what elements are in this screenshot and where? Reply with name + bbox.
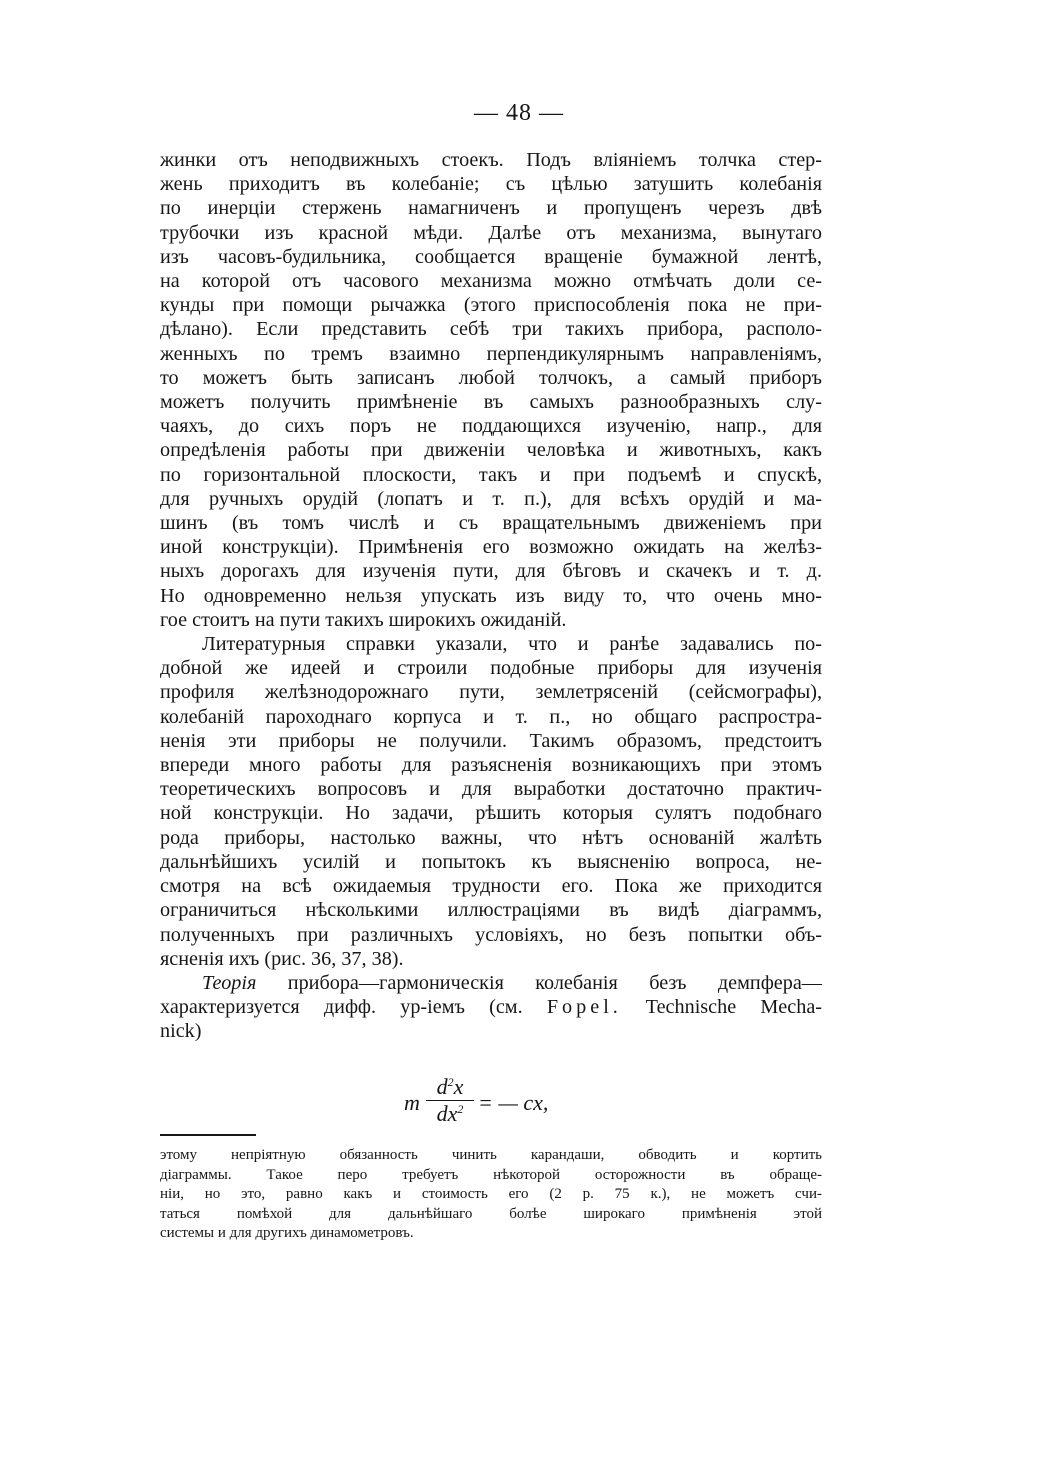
page-number: — 48 —	[474, 100, 564, 126]
text-line: ной конструкціи. Но задачи, рѣшить которыя сулятъ подобнаго	[160, 802, 822, 825]
text-line: чаяхъ, до сихъ поръ не поддающихся изученію, напр., для	[160, 415, 822, 438]
formula-numerator: $d^2x$	[436, 1074, 464, 1099]
theory-text: прибора—гармоническія колебанія безъ демпфера—	[256, 971, 822, 994]
text-line: на которой отъ часового механизма можно отмѣчать доли се-	[160, 270, 822, 293]
text-line: кунды при помощи рычажка (этого приспособленія пока не при-	[160, 294, 822, 317]
theory-text-after: Technische Mecha-	[621, 996, 822, 1019]
text-line: впереди много работы для разъясненія возникающихъ при этомъ	[160, 754, 822, 777]
text-line: гое стоитъ на пути такихъ широкихъ ожиданій.	[160, 608, 567, 631]
text-line: по инерціи стержень намагниченъ и пропущенъ черезъ двѣ	[160, 197, 822, 220]
text-line: ненія эти приборы не получили. Такимъ образомъ, предстоитъ	[160, 729, 822, 752]
theory-line-2	[160, 995, 822, 1019]
formula-right-side: = — cx,	[478, 1090, 549, 1115]
text-line: полученныхъ при различныхъ условіяхъ, но безъ попытки объ-	[160, 923, 822, 946]
text-line: женныхъ по тремъ взаимно перпендикулярнымъ направленіямъ,	[160, 342, 822, 365]
text-line: то можетъ быть записанъ любой толчокъ, а самый приборъ	[160, 366, 822, 389]
text-line: профиля желѣзнодорожнаго пути, землетрясеній (сейсмографы),	[160, 681, 822, 704]
text-line: по горизонтальной плоскости, такъ и при подъемѣ и спускѣ,	[160, 463, 822, 486]
footnote	[160, 1146, 822, 1244]
footnote-line: таться помѣхой для дальнѣйшаго болѣе широкаго примѣненія этой	[160, 1205, 822, 1222]
footnote-line: діаграммы. Такое перо требуетъ нѣкоторой осторожности въ обраще-	[160, 1166, 822, 1183]
theory-line	[160, 971, 822, 995]
formula-fraction	[426, 1076, 474, 1125]
text-line: для ручныхъ орудій (лопатъ и т. п.), для всѣхъ орудій и ма-	[160, 487, 822, 510]
text-line: можетъ получить примѣненіе въ самыхъ разнообразныхъ слу-	[160, 391, 822, 414]
text-line: жень приходитъ въ колебаніе; съ цѣлью затушить колебанія	[160, 173, 822, 196]
text-line: жинки отъ неподвижныхъ стоекъ. Подъ вліяніемъ толчка стер-	[160, 149, 822, 171]
footnote-divider	[160, 1134, 256, 1136]
theory-line-3: nick)	[160, 1020, 202, 1043]
text-line: Литературныя справки указали, что и ранѣе задавались по-	[202, 633, 822, 656]
main-text	[160, 148, 822, 1044]
footnote-line: ніи, но это, равно какъ и стоимость его (2 р. 75 к.), не можетъ счи-	[160, 1186, 822, 1202]
text-line: рода приборы, настолько важны, что нѣтъ основаній жалѣть	[160, 826, 822, 849]
text-line: Но одновременно нельзя упускать изъ виду то, что очень мно-	[160, 584, 822, 607]
text-line: ныхъ дорогахъ для изученія пути, для бѣговъ и скачекъ и т. д.	[160, 560, 822, 583]
text-line: изъ часовъ-будильника, сообщается вращеніе бумажной лентѣ,	[160, 245, 822, 268]
text-line: дѣлано). Если представить себѣ три такихъ прибора, располо-	[160, 318, 822, 341]
text-line: дальнѣйшихъ усилій и попытокъ къ выясненію вопроса, не-	[160, 850, 822, 873]
author-name: Fopel.	[546, 996, 622, 1019]
formula-mass: m	[404, 1090, 420, 1115]
text-line: смотря на всѣ ожидаемыя трудности его. Пока же приходится	[160, 875, 822, 898]
footnote-line: системы и для другихъ динамометровъ.	[160, 1225, 414, 1241]
text-line: добной же идеей и строили подобные приборы для изученія	[160, 657, 822, 680]
text-line: колебаній пароходнаго корпуса и т. п., но общаго распростра-	[160, 705, 822, 728]
theory-term: Теорія	[202, 971, 257, 994]
text-line: ясненія ихъ (рис. 36, 37, 38).	[160, 947, 404, 970]
text-line: ограничиться нѣсколькими иллюстраціями въ видѣ діаграммъ,	[160, 899, 822, 922]
formula-denominator: $dx^2$	[436, 1101, 464, 1127]
text-line: иной конструкціи). Примѣненія его возможно ожидать на желѣз-	[160, 536, 822, 559]
text-line: опредѣленія работы при движеніи человѣка и животныхъ, какъ	[160, 439, 822, 462]
text-line: трубочки изъ красной мѣди. Далѣе отъ механизма, вынутаго	[160, 221, 822, 244]
text-line: шинъ (въ томъ числѣ и съ вращательнымъ движеніемъ при	[160, 512, 822, 535]
footnote-line: этому непріятную обязанность чинить карандаши, обводить и кортить	[160, 1147, 822, 1163]
text-line: теоретическихъ вопросовъ и для выработки достаточно практич-	[160, 778, 822, 801]
theory-text-before: характеризуется дифф. ур-іемъ (см.	[160, 996, 547, 1019]
